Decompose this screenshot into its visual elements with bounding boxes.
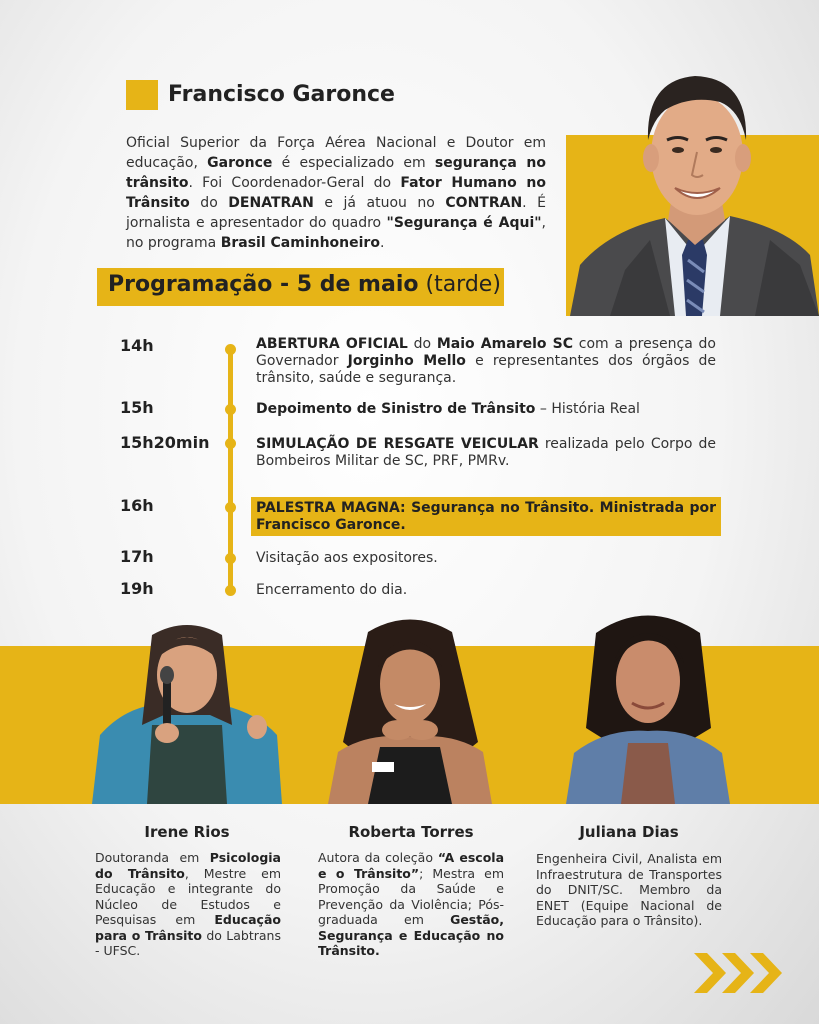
schedule-event: ABERTURA OFICIAL do Maio Amarelo SC com a presença do Governador Jorginho Mello e representantes dos órgãos de trânsito, saúde e segurança.	[256, 336, 717, 386]
timeline-dot	[225, 585, 236, 596]
guest-name: Juliana Dias	[579, 823, 679, 841]
guest-photo-roberta	[328, 612, 492, 804]
schedule-time: 14h	[120, 336, 154, 355]
speaker-name: Francisco Garonce	[168, 82, 395, 107]
schedule-time: 16h	[120, 496, 154, 515]
speaker-bio: Oficial Superior da Força Aérea Nacional e Doutor em educação, Garonce é especializado em segurança no trânsito. Foi Coordenador-Geral do Fator Humano no Trânsito do DENATRAN e já atuou no CONTRAN. É jornalista e apresentador do quadro "Segurança é Aqui", no programa Brasil Caminhoneiro.	[126, 135, 546, 251]
guest-bio: Autora da coleção “A escola e o Trânsito”; Mestra em Promoção da Saúde e Prevenção da Violência; Pós-graduada em Gestão, Segurança e Educação no Trânsito.	[318, 850, 505, 958]
guest-photo-juliana	[566, 603, 730, 804]
schedule-event-highlight: PALESTRA MAGNA: Segurança no Trânsito. Ministrada por Francisco Garonce.	[256, 500, 716, 533]
guest-bio: Doutoranda em Psicologia do Trânsito, Mestre em Educação e integrante do Núcleo de Estudos e Pesquisas em Educação para o Trânsito do Labtrans - UFSC.	[95, 850, 282, 958]
guest-photo-irene	[92, 615, 282, 804]
chevron-right-triple-icon[interactable]	[692, 950, 784, 996]
timeline-dot	[225, 553, 236, 564]
guest-name: Irene Rios	[144, 823, 230, 841]
name-accent-square	[126, 80, 158, 110]
schedule-time: 17h	[120, 547, 154, 566]
timeline-dot	[225, 404, 236, 415]
programacao-title: Programação - 5 de maio (tarde)	[108, 272, 501, 297]
schedule-event: SIMULAÇÃO DE RESGATE VEICULAR realizada pelo Corpo de Bombeiros Militar de SC, PRF, PMRv.	[256, 436, 717, 469]
guest-name: Roberta Torres	[348, 823, 474, 841]
schedule-time: 15h	[120, 398, 154, 417]
schedule-time: 15h20min	[120, 433, 210, 452]
timeline-dot	[225, 344, 236, 355]
timeline-dot	[225, 502, 236, 513]
schedule-time: 19h	[120, 579, 154, 598]
speaker-photo	[570, 40, 819, 316]
guest-bio: Engenheira Civil, Analista em Infraestrutura de Transportes do DNIT/SC. Membro da ENET (Equipe Nacional de Educação para o Trânsito).	[536, 851, 722, 928]
schedule-event: Visitação aos expositores.	[256, 550, 438, 566]
schedule-event: Depoimento de Sinistro de Trânsito – História Real	[256, 401, 640, 417]
timeline-dot	[225, 438, 236, 449]
schedule-event: Encerramento do dia.	[256, 582, 408, 598]
